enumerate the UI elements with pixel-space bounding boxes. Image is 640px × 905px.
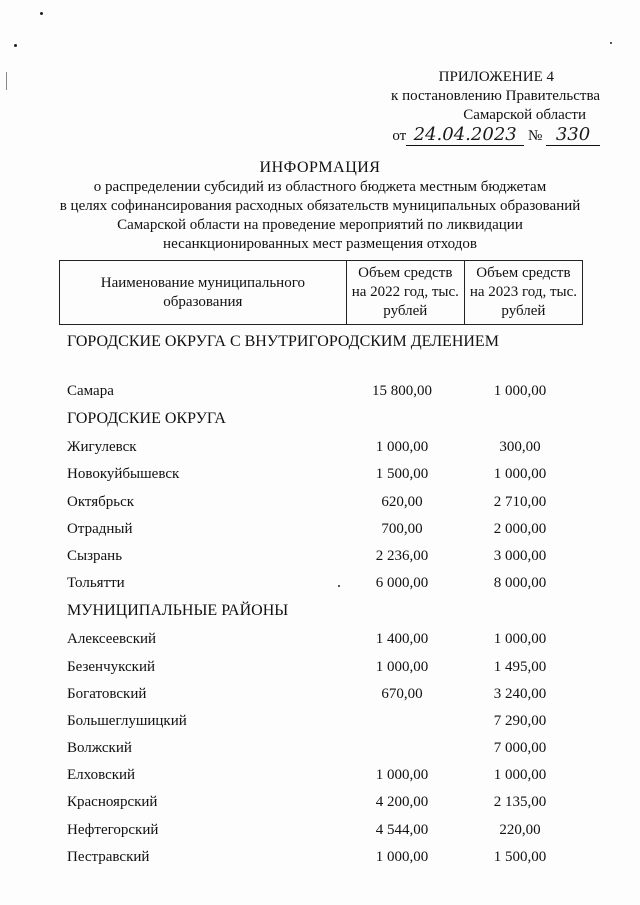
handwritten-date: 24.04.2023: [406, 125, 524, 146]
amount-2023: 1 000,00: [493, 466, 547, 483]
table-row: [59, 735, 583, 762]
municipality-name: Волжский: [67, 740, 132, 757]
scan-speck: [14, 44, 17, 47]
appendix-title: ПРИЛОЖЕНИЕ 4: [438, 69, 554, 85]
heading-line: Самарской области на проведение мероприятий по ликвидации: [117, 217, 523, 233]
table-row: [59, 654, 583, 681]
amount-2023: 3 000,00: [493, 547, 547, 564]
amount-2022: 2 236,00: [375, 547, 429, 564]
amount-2022: 6 000,00: [375, 575, 429, 592]
municipality-name: Нефтегорский: [67, 821, 159, 838]
amount-2022: 1 000,00: [375, 439, 429, 456]
amount-2023: 220,00: [499, 821, 541, 838]
table-row: [59, 516, 583, 543]
table-row: [59, 762, 583, 789]
amount-2022: 1 000,00: [375, 848, 429, 865]
table-row: [59, 844, 583, 871]
municipality-name: Елховский: [67, 767, 136, 784]
appendix-line-1: к постановлению Правительства: [391, 88, 600, 104]
amount-2023: 7 290,00: [493, 712, 547, 729]
amount-2022: 620,00: [381, 493, 423, 510]
heading-title: ИНФОРМАЦИЯ: [259, 159, 381, 176]
amount-2022: [343, 708, 461, 735]
amount-2023: 1 000,00: [493, 631, 547, 648]
municipality-name: Безенчукский: [67, 658, 156, 675]
amount-2022: 4 544,00: [375, 821, 429, 838]
column-header-2023: Объем средств на 2023 год, тыс. рублей: [464, 261, 582, 325]
table-row: [59, 489, 583, 516]
column-header-name: Наименование муниципального образования: [60, 261, 347, 325]
section-title: ГОРОДСКИЕ ОКРУГА: [67, 410, 226, 428]
heading-line: в целях софинансирования расходных обязательств муниципальных образований: [59, 198, 581, 214]
amount-2022: 15 800,00: [372, 383, 432, 399]
amount-2023: 2 710,00: [493, 493, 547, 510]
handwritten-number: 330: [546, 125, 600, 146]
amount-2023: 7 000,00: [493, 740, 547, 757]
heading-line: о распределении субсидий из областного бюджета местным бюджетам: [93, 179, 547, 195]
appendix-block: [320, 68, 600, 146]
amount-2022: 1 000,00: [375, 658, 429, 675]
table-row: [59, 681, 583, 708]
table-row: [59, 378, 583, 405]
amount-2022: 670,00: [381, 685, 423, 702]
municipality-name: Пестравский: [67, 848, 150, 865]
amount-2022: [343, 735, 461, 762]
amount-2023: 1 495,00: [493, 658, 547, 675]
municipality-name: Большеглушицкий: [67, 712, 187, 729]
table-row: [59, 543, 583, 570]
appendix-doc-line: [320, 125, 600, 146]
from-label: от: [392, 128, 407, 144]
appendix-line-2: Самарской области: [463, 107, 586, 123]
heading-block: [0, 158, 640, 254]
section-title: ГОРОДСКИЕ ОКРУГА С ВНУТРИГОРОДСКИМ ДЕЛЕНИЕМ: [67, 333, 499, 350]
amount-2022: 700,00: [381, 520, 423, 537]
section-title: МУНИЦИПАЛЬНЫЕ РАЙОНЫ: [67, 602, 289, 620]
amount-2023: 2 135,00: [493, 794, 547, 811]
municipality-name: Самара: [67, 383, 114, 399]
table-row: [59, 789, 583, 816]
scan-speck: [610, 42, 612, 44]
subsidy-table-body: [59, 330, 583, 871]
table-row: [59, 708, 583, 735]
municipality-name: Богатовский: [67, 685, 147, 702]
amount-2022: 1 000,00: [375, 767, 429, 784]
municipality-name: Октябрьск: [67, 493, 135, 510]
amount-2022: 4 200,00: [375, 794, 429, 811]
amount-2023: 300,00: [499, 439, 541, 456]
municipality-name: Алексеевский: [67, 631, 157, 648]
municipality-name: Отрадный: [67, 520, 133, 537]
heading-line: несанкционированных мест размещения отходов: [163, 236, 477, 252]
amount-2023: 1 000,00: [493, 383, 547, 399]
scan-speck: [40, 12, 43, 15]
column-header-2022: Объем средств на 2022 год, тыс. рублей: [346, 261, 464, 325]
amount-2023: 1 000,00: [493, 767, 547, 784]
amount-2023: 2 000,00: [493, 520, 547, 537]
municipality-name: Тольятти: [67, 575, 125, 592]
municipality-name: Красноярский: [67, 794, 158, 811]
amount-2023: 3 240,00: [493, 685, 547, 702]
municipality-name: Новокуйбышевск: [67, 466, 180, 483]
municipality-name: Сызрань: [67, 547, 123, 564]
subsidy-table-header: [59, 260, 583, 325]
table-row: [59, 626, 583, 653]
table-row: [59, 461, 583, 488]
scan-edge-mark: [6, 72, 7, 90]
amount-2022: 1 400,00: [375, 631, 429, 648]
table-row: [59, 817, 583, 844]
municipality-name: Жигулевск: [67, 439, 137, 456]
table-row: [59, 570, 583, 597]
number-label: №: [527, 128, 543, 144]
amount-2022: 1 500,00: [375, 466, 429, 483]
amount-2023: 8 000,00: [493, 575, 547, 592]
amount-2023: 1 500,00: [493, 848, 547, 865]
table-row: [59, 434, 583, 461]
